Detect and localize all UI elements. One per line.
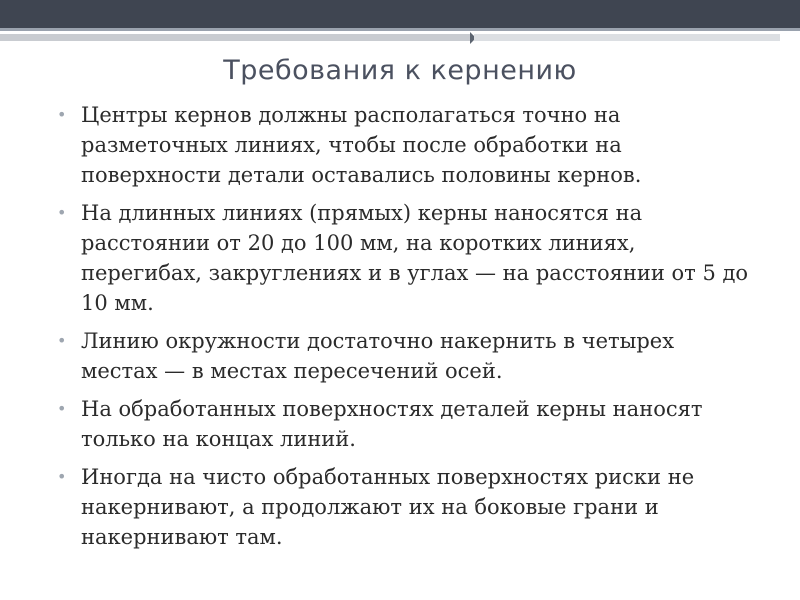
bullet-dot-icon: • [57, 105, 67, 124]
bullet-dot-icon: • [57, 467, 67, 486]
slide-title: Требования к кернению [223, 55, 577, 86]
header-divider [0, 28, 800, 31]
bullet-item [55, 394, 755, 454]
bullet-dot-icon: • [57, 331, 67, 350]
bullet-text: Иногда на чисто обработанных поверхностях риски не накернивают, а продолжают их на боковые грани и накернивают там. [81, 465, 695, 549]
bullet-item [55, 198, 755, 318]
header-bar [0, 0, 800, 28]
bullet-item [55, 100, 755, 190]
bullet-list [55, 100, 755, 560]
bullet-text: Линию окружности достаточно накернить в четырех местах — в местах пересечений осей. [81, 329, 675, 383]
bullet-dot-icon: • [57, 203, 67, 222]
accent-bar-left [0, 34, 470, 41]
bullet-text: Центры кернов должны располагаться точно на разметочных линиях, чтобы после обработки на поверхности детали оставались половины кернов. [81, 103, 642, 187]
bullet-text: На обработанных поверхностях деталей керны наносят только на концах линий. [81, 397, 703, 451]
bullet-item [55, 326, 755, 386]
bullet-text: На длинных линиях (прямых) керны наносятся на расстоянии от 20 до 100 мм, на коротких линиях, перегибах, закруглениях и в углах — на расстоянии от 5 до 10 мм. [81, 201, 749, 315]
accent-bar-right [474, 34, 780, 41]
bullet-dot-icon: • [57, 399, 67, 418]
bullet-item [55, 462, 755, 552]
